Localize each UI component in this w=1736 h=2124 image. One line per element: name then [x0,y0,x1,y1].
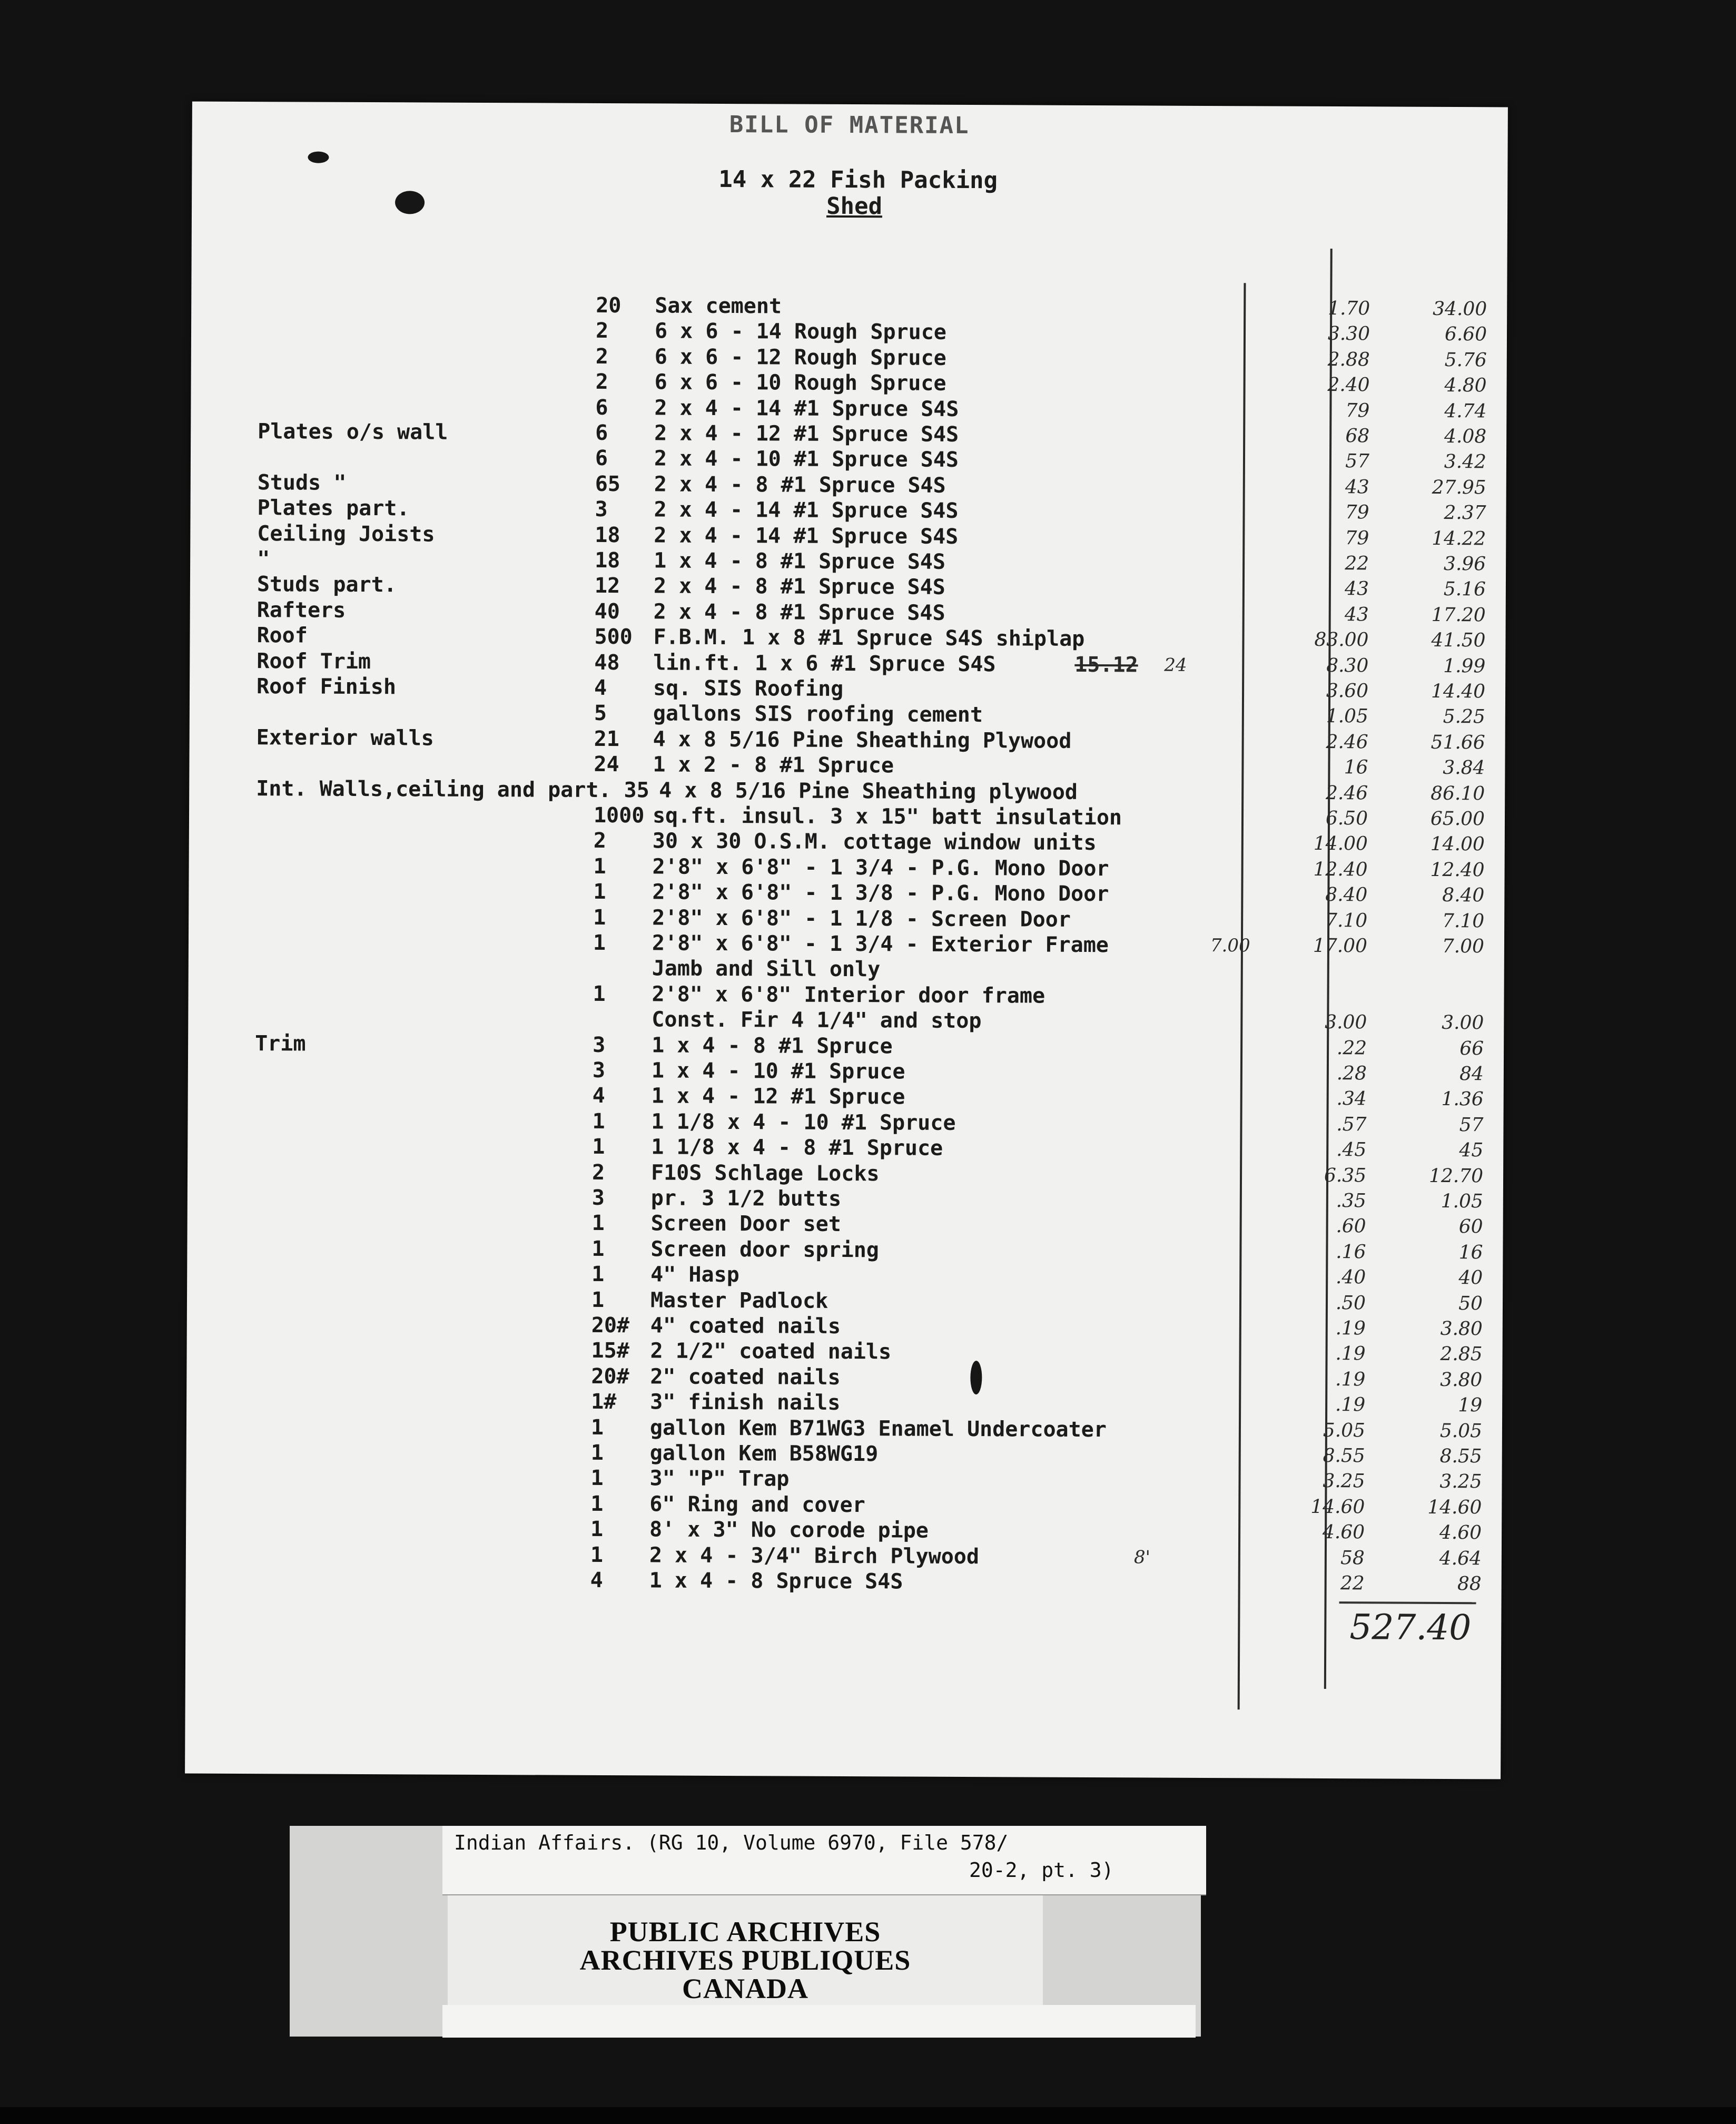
line-amount: 4.80 [1444,375,1487,397]
row-description: 2 x 4 - 3/4" Birch Plywood [649,1542,980,1569]
line-amount: 14.22 [1432,527,1486,549]
row-label: Plates o/s wall [258,419,448,445]
row-description: gallon Kem B71WG3 Enamel Undercoater [649,1415,1107,1442]
unit-price: 83.00 [1314,629,1369,651]
row-quantity: 20# [591,1364,629,1389]
line-amount: 12.40 [1430,859,1485,881]
label-bottom-strip [442,2005,1196,2038]
archive-reference-line-2: 20-2, pt. 3) [969,1858,1114,1882]
line-amount: 51.66 [1431,731,1485,754]
row-description: 6 x 6 - 12 Rough Spruce [654,345,946,370]
row-description: gallons SIS roofing cement [653,701,983,727]
row-quantity: 6 [595,446,608,471]
document-subtitle-shed: Shed [826,192,883,220]
row-description: 2 x 4 - 10 #1 Spruce S4S [654,446,959,473]
row-quantity: 3 [593,1032,606,1057]
row-description: F.B.M. 1 x 8 #1 Spruce S4S shiplap [653,625,1085,652]
row-description: 2'8" x 6'8" - 1 3/4 - Exterior Frame [652,931,1109,958]
row-quantity: 1 [591,1211,605,1236]
unit-price: 79 [1345,527,1369,549]
row-quantity: 1 [591,1287,605,1312]
row-description: 6 x 6 - 10 Rough Spruce [654,370,946,396]
row-quantity: 1 [593,880,606,904]
line-amount: 86.10 [1431,782,1485,804]
line-amount: 14.60 [1427,1496,1482,1519]
unit-price: .57 [1336,1113,1367,1136]
row-quantity: 1 [593,930,606,956]
margin-note: 8' [1133,1546,1150,1568]
unit-price: .60 [1336,1215,1366,1237]
row-quantity: 1 [593,981,606,1006]
grand-total: 527.40 [1349,1607,1472,1648]
row-description: 30 x 30 O.S.M. cottage window units [652,829,1097,856]
margin-note: 24 [1164,654,1187,676]
row-quantity: 65 [595,471,621,496]
row-quantity: 40 [594,599,620,624]
line-amount: 3.80 [1440,1317,1483,1340]
row-quantity: 1 [592,1109,605,1134]
line-amount: 4.08 [1444,425,1487,448]
row-description: Const. Fir 4 1/4" and stop [652,1007,982,1034]
unit-price: 8.30 [1326,654,1369,676]
row-description: 1 x 4 - 8 #1 Spruce S4S [654,548,946,574]
row-quantity: 1000 [593,803,645,828]
line-amount: 3.96 [1443,553,1486,575]
line-amount: 17.20 [1431,604,1486,626]
row-description: 4" coated nails [650,1313,841,1339]
document-subtitle: 14 x 22 Fish Packing [718,165,998,194]
row-quantity: 20 [596,293,622,318]
unit-price: 17.00 [1313,935,1368,957]
row-label: Int. Walls,ceiling and part. 35 [256,776,649,802]
unit-price: .19 [1335,1394,1366,1416]
row-description: 2" coated nails [650,1364,841,1390]
row-description: 8' x 3" No corode pipe [649,1517,929,1543]
line-amount: 8.55 [1439,1445,1482,1468]
unit-price: 3.60 [1326,680,1369,702]
row-description: 2 x 4 - 14 #1 Spruce S4S [654,395,959,421]
line-amount: 66 [1459,1037,1484,1059]
line-amount: 7.00 [1442,935,1485,958]
row-description: 2 x 4 - 12 #1 Spruce S4S [654,421,959,447]
row-description: pr. 3 1/2 butts [650,1186,842,1211]
row-description: 2 x 4 - 14 #1 Spruce S4S [654,523,959,549]
line-amount: 50 [1458,1292,1483,1314]
row-quantity: 48 [594,650,620,675]
archive-reference-line-1: Indian Affairs. (RG 10, Volume 6970, File 578/ [454,1831,1009,1854]
line-amount: 5.25 [1443,706,1485,728]
unit-price: 6.50 [1325,807,1368,830]
row-quantity: 2 [595,370,608,395]
unit-price: 12.40 [1313,858,1368,881]
material-list [185,102,1508,1779]
unit-price: .40 [1335,1266,1366,1289]
unit-price: 79 [1345,399,1370,421]
row-description: 2 x 4 - 8 #1 Spruce S4S [653,574,945,600]
unit-price: 43 [1345,578,1369,600]
row-description: 1 1/8 x 4 - 10 #1 Spruce [651,1109,956,1135]
row-quantity: 3 [592,1058,606,1083]
row-description: 2 x 4 - 8 #1 Spruce S4S [654,472,946,498]
row-label: Roof [257,623,308,648]
unit-price: .22 [1336,1037,1367,1059]
line-amount [1405,959,1484,960]
line-amount: 4.74 [1444,400,1487,422]
line-amount: 5.05 [1439,1420,1483,1442]
unit-price: 2.88 [1327,348,1370,371]
row-quantity: 1 [590,1542,604,1567]
unit-price: .28 [1336,1063,1367,1085]
row-description: 1 1/8 x 4 - 8 #1 Spruce [651,1135,943,1161]
unit-price: 79 [1345,502,1369,524]
line-amount: 34.00 [1433,298,1487,320]
unit-price: .45 [1336,1139,1367,1161]
unit-price: .19 [1335,1368,1366,1391]
row-label: Rafters [257,597,346,623]
unit-price: 43 [1345,476,1369,498]
line-amount: 1.05 [1441,1190,1483,1213]
row-description: 3" finish nails [650,1390,841,1415]
line-amount: 5.16 [1443,578,1486,601]
line-amount: 3.00 [1442,1012,1484,1034]
row-quantity: 4 [590,1568,603,1592]
row-description: 2 1/2" coated nails [650,1339,892,1364]
row-label: " [257,547,270,572]
line-amount: 14.40 [1431,680,1486,703]
line-amount: 1.36 [1441,1088,1484,1110]
row-description: 6 x 6 - 14 Rough Spruce [654,319,947,345]
row-quantity: 4 [592,1084,605,1108]
row-description: 6" Ring and cover [649,1492,865,1517]
row-quantity: 3 [595,497,608,522]
row-label: Ceiling Joists [257,521,435,547]
line-amount: 7.10 [1442,910,1485,932]
row-quantity: 500 [594,625,633,650]
row-quantity: 1 [592,1135,605,1159]
row-description: 1 x 4 - 10 #1 Spruce [651,1058,905,1084]
row-description: gallon Kem B58WG19 [649,1441,879,1467]
unit-price: .35 [1336,1190,1366,1212]
line-amount: 60 [1458,1216,1483,1238]
unit-price: 22 [1345,553,1369,575]
row-label: Plates part. [257,496,410,521]
archive-stamp-line-2: ARCHIVES PUBLIQUES [579,1944,911,1976]
line-amount: 3.25 [1439,1471,1482,1493]
row-description: 2 x 4 - 8 #1 Spruce S4S [653,599,945,625]
row-quantity: 6 [595,420,608,446]
unit-price: 14.60 [1310,1496,1365,1518]
row-label: Roof Finish [256,674,397,700]
unit-price: 68 [1345,425,1370,447]
row-quantity: 6 [595,395,608,420]
row-description: Screen door spring [650,1237,880,1263]
row-quantity: 18 [595,523,620,547]
row-quantity: 21 [594,726,619,751]
row-quantity: 1 [593,854,606,879]
row-quantity: 4 [594,675,607,701]
row-description: sq. SIS Roofing [653,676,844,701]
unit-price: 2.46 [1326,731,1368,753]
row-description: 4 x 8 5/16 Pine Sheathing Plywood [653,727,1072,753]
line-amount: 2.85 [1440,1343,1483,1365]
row-quantity: 5 [594,701,607,726]
unit-price: 58 [1340,1547,1365,1569]
line-amount: 2.37 [1444,502,1486,524]
line-amount: 84 [1459,1063,1484,1085]
row-quantity: 12 [594,574,620,598]
unit-price: 22 [1340,1572,1365,1595]
unit-price: .19 [1335,1343,1366,1365]
row-description: 4" Hasp [650,1262,739,1287]
unit-price: .50 [1335,1292,1366,1314]
row-label: Studs " [257,470,347,495]
unit-price: 1.05 [1326,705,1368,727]
line-amount: 57 [1459,1114,1484,1136]
row-description: 4 x 8 5/16 Pine Sheathing plywood [659,778,1078,804]
row-quantity: 2 [595,319,609,343]
row-quantity: 20# [591,1313,630,1338]
row-quantity: 18 [595,548,620,573]
row-label: Trim [255,1031,306,1056]
row-description: Screen Door set [650,1211,841,1237]
line-amount: 65.00 [1430,808,1485,830]
unit-price: 57 [1345,450,1370,473]
row-description: sq.ft. insul. 3 x 15" batt insulation [652,803,1122,830]
document-title: BILL OF MATERIAL [729,111,970,140]
film-border [0,2107,1736,2124]
row-label: Exterior walls [256,725,434,751]
unit-price: 6.35 [1324,1164,1367,1186]
row-quantity: 1 [590,1517,604,1542]
unit-price: 4.60 [1322,1521,1365,1543]
struck-value: 15.12 [1074,652,1138,677]
row-description: 2 x 4 - 14 #1 Spruce S4S [654,497,959,524]
row-description: Master Padlock [650,1287,828,1313]
unit-price: 3.25 [1323,1470,1365,1492]
line-amount: 16 [1458,1241,1483,1264]
margin-note: 7.00 [1210,935,1250,957]
unit-price: .19 [1335,1317,1366,1340]
line-amount: 5.76 [1444,349,1487,371]
row-quantity: 1 [593,905,606,930]
row-quantity: 1 [591,1236,605,1261]
row-description: Sax cement [655,293,782,319]
line-amount: 40 [1458,1267,1483,1289]
line-amount: 12.70 [1428,1165,1484,1187]
document-sheet [185,102,1508,1779]
row-description: 3" "P" Trap [649,1466,790,1491]
row-description: 2'8" x 6'8" - 1 1/8 - Screen Door [652,905,1071,932]
row-quantity: 24 [594,752,619,777]
row-quantity: 1# [591,1390,617,1414]
archive-stamp-line-3: CANADA [682,1973,808,2004]
row-quantity: 15# [591,1339,629,1363]
row-description: 1 x 4 - 8 Spruce S4S [649,1568,903,1594]
row-quantity: 2 [595,344,609,369]
unit-price: 2.40 [1327,374,1370,396]
unit-price [1267,984,1367,985]
line-amount: 41.50 [1431,630,1486,652]
row-quantity: 1 [590,1491,604,1516]
row-description: 2'8" x 6'8" - 1 3/4 - P.G. Mono Door [652,854,1109,881]
row-quantity: 2 [593,829,607,853]
row-description: F10S Schlage Locks [650,1160,880,1186]
line-amount: 45 [1459,1139,1484,1162]
line-amount: 3.84 [1443,757,1485,779]
line-amount: 88 [1457,1573,1482,1595]
row-description: 1 x 4 - 12 #1 Spruce [651,1084,905,1109]
row-quantity: 3 [591,1185,605,1211]
unit-price: 3.30 [1327,323,1370,345]
row-quantity: 2 [591,1160,605,1185]
row-label: Studs part. [257,572,397,597]
line-amount: 19 [1458,1394,1483,1417]
row-quantity: 1 [591,1262,605,1287]
unit-price: .16 [1336,1241,1366,1263]
unit-price: 1.70 [1327,297,1370,320]
unit-price: 2.46 [1325,782,1368,804]
row-description: Jamb and Sill only [652,956,881,982]
line-amount: 1.99 [1443,655,1486,677]
line-amount: 14.00 [1430,833,1485,856]
unit-price: 43 [1344,603,1369,626]
row-description: 2'8" x 6'8" Interior door frame [652,982,1045,1008]
material-row [186,1566,1502,1597]
line-amount: 8.40 [1442,884,1485,907]
unit-price: 14.00 [1313,833,1368,855]
row-description: lin.ft. 1 x 6 #1 Spruce S4S [653,650,996,676]
line-amount: 4.64 [1439,1547,1482,1569]
line-amount: 6.60 [1444,323,1487,346]
line-amount: 27.95 [1432,476,1486,499]
unit-price: 5.05 [1323,1419,1366,1441]
row-description: 2'8" x 6'8" - 1 3/8 - P.G. Mono Door [652,880,1109,907]
line-amount: 4.60 [1439,1522,1482,1544]
row-quantity: 1 [590,1415,604,1440]
archive-stamp-line-1: PUBLIC ARCHIVES [609,1916,881,1948]
unit-price: 7.10 [1325,909,1368,931]
row-description: 1 x 2 - 8 #1 Spruce [653,752,894,778]
unit-price: .34 [1336,1088,1367,1110]
unit-price: 3.00 [1325,1011,1367,1034]
unit-price: 8.55 [1323,1444,1365,1467]
row-quantity: 1 [590,1440,604,1465]
row-label: Roof Trim [257,648,371,674]
line-amount: 3.42 [1444,451,1487,473]
line-amount: 3.80 [1440,1369,1483,1391]
unit-price: 8.40 [1325,884,1368,906]
row-quantity: 1 [590,1466,604,1491]
row-description: 1 x 4 - 8 #1 Spruce [652,1032,893,1058]
unit-price: 16 [1344,756,1368,779]
